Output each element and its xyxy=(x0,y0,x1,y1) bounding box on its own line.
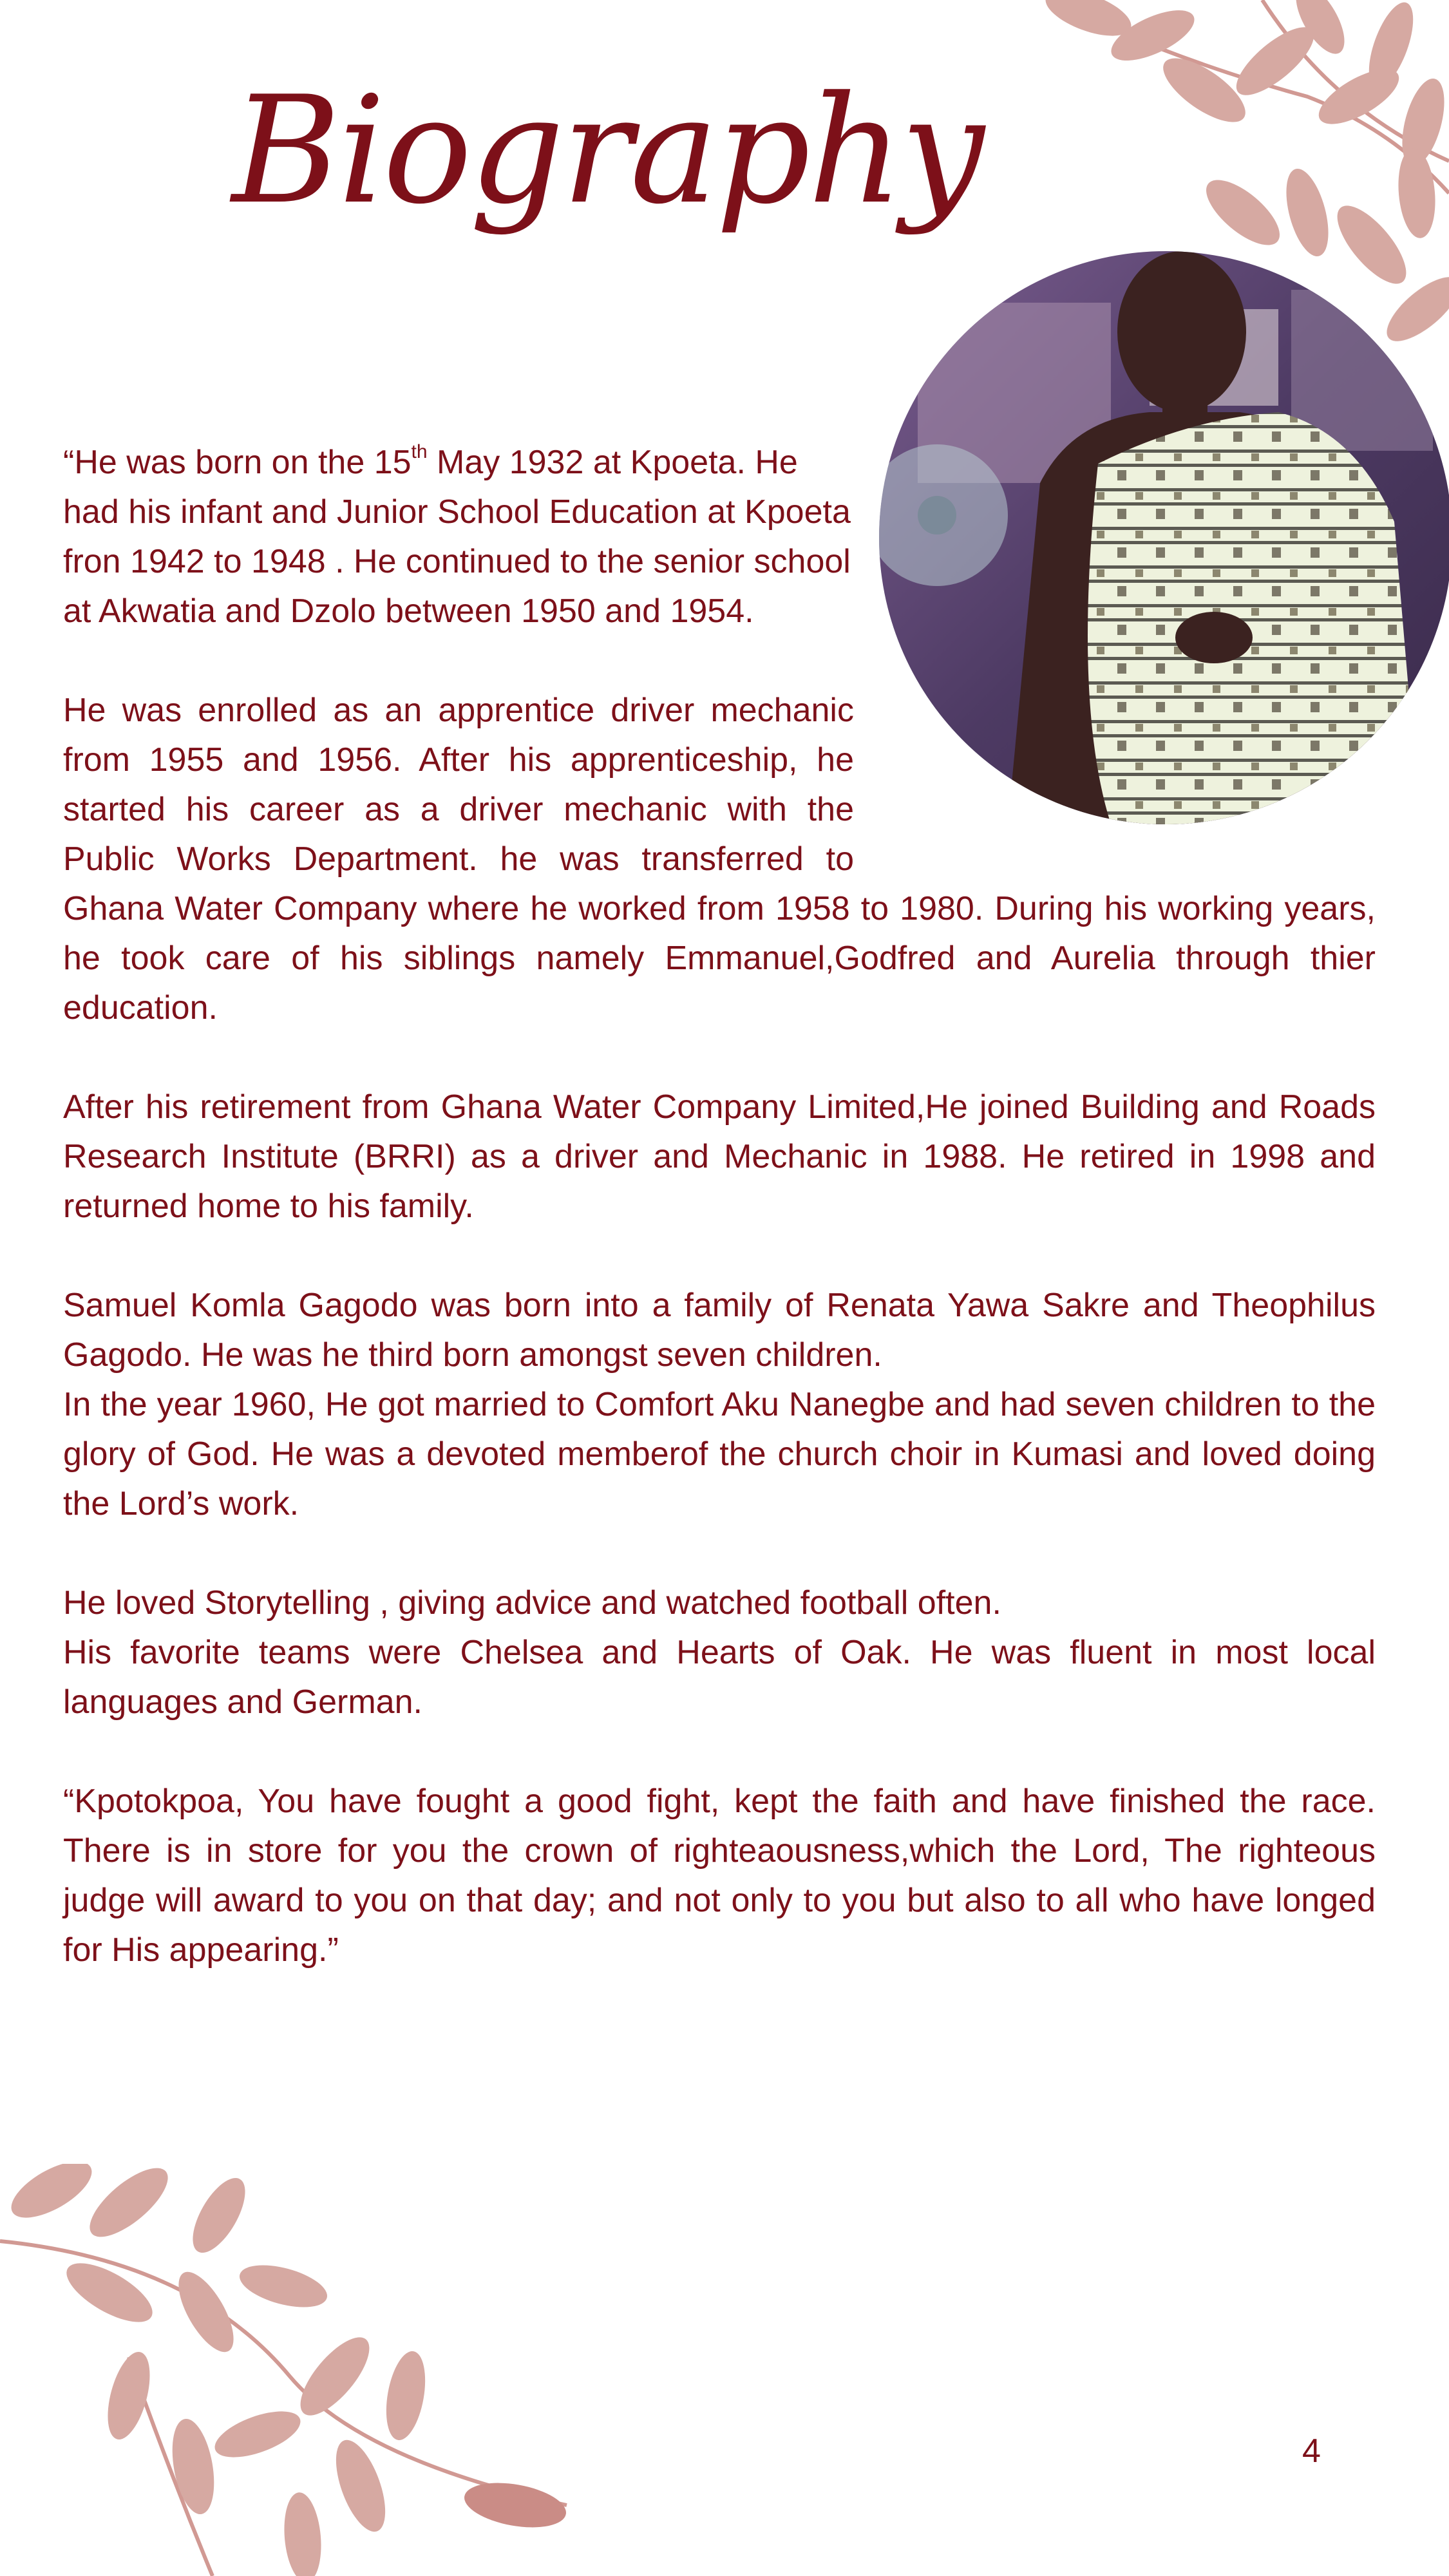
paragraph-tribute-quote: “Kpotokpoa, You have fought a good fight, kept the faith and have finished the race. There is in store for you the crown of righteaousness,which the Lord, The righteous judge will award to you on that day; and not only to you but also to all who have longed for His appearing.” xyxy=(63,1783,1376,1969)
paragraph-family: Samuel Komla Gagodo was born into a family of Renata Yawa Sakre and Theophilus Gagodo. He was he third born amongst seven children. xyxy=(63,1287,1376,1374)
paragraph-gap xyxy=(63,1727,1376,1777)
birth-text-end: May 1932 at Kpoeta. He had his infant and Junior School Education at Kpoeta fron 1942 to 1948 . He continued to the senior school at Akwatia and Dzolo between 1950 and 1954. xyxy=(63,444,851,630)
paragraph-gap xyxy=(63,1529,1376,1578)
paragraph-career: He was enrolled as an apprentice driver mechanic from 1955 and 1956. After his apprenticeship, he started his career as a driver mechanic with the Public Works Department. he was transferred to Ghana Water Company where he worked from 1958 to 1980. During his working years, he took care of his siblings namely Emmanuel,Godfred and Aurelia through thier education. xyxy=(63,692,1376,1027)
paragraph-gap xyxy=(63,1033,1376,1083)
paragraph-hobbies: He loved Storytelling , giving advice and watched football often. xyxy=(63,1584,1001,1622)
page-number: 4 xyxy=(1302,2432,1321,2470)
paragraph-gap xyxy=(63,1231,1376,1281)
birth-text-start: “He was born on the 15 xyxy=(63,444,412,481)
paragraph-marriage: In the year 1960, He got married to Comfort Aku Nanegbe and had seven children to the glory of God. He was a devoted memberof the church choir in Kumasi and loved doing the Lord’s work. xyxy=(63,1386,1376,1522)
paragraph-retirement: After his retirement from Ghana Water Company Limited,He joined Building and Roads Research Institute (BRRI) as a driver and Mechanic in 1988. He retired in 1998 and returned home to his family. xyxy=(63,1088,1376,1225)
leaf-decoration-bottom xyxy=(0,2164,580,2576)
page-title: Biography xyxy=(232,65,982,237)
biography-text xyxy=(63,438,1376,1975)
ordinal-suffix: th xyxy=(411,441,428,462)
paragraph-teams: His favorite teams were Chelsea and Hearts of Oak. He was fluent in most local languages and German. xyxy=(63,1634,1376,1721)
photo-wrap-spacer xyxy=(854,438,1376,857)
